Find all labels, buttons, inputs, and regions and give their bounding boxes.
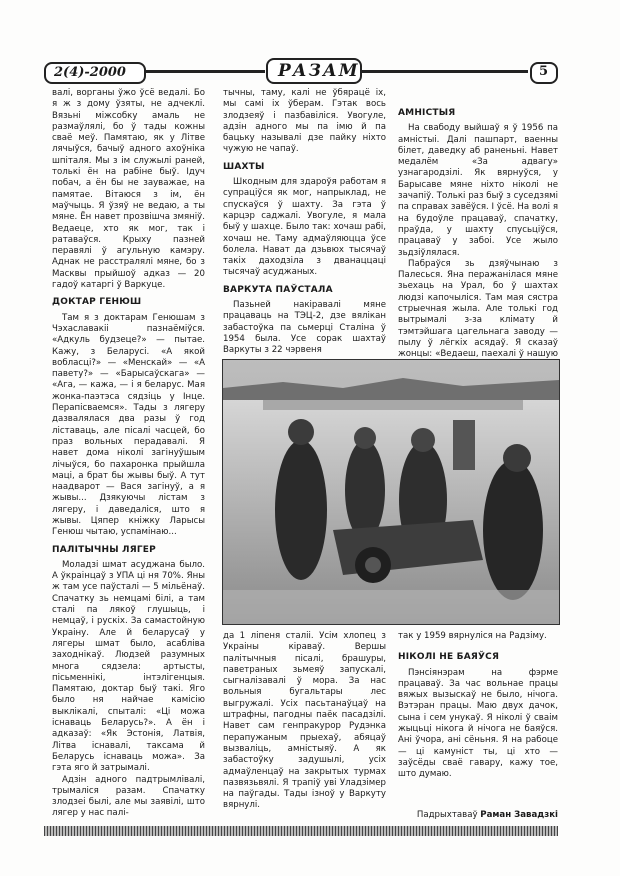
bottom-column-2: [223, 631, 386, 811]
issue-box: [44, 62, 146, 84]
col3-bottom-section-text: Пэнсіянэрам на фэрме працаваў. За час вольнае працы вяжых вызыскаў не было, нічога. Вэтэран працы. Маю двух дачок, сына і сем унукаў. Я ніколі ў сваім жыцьці нікога й нічога не баяўся. Ані ўчора, ані сёньня. Я на рабоце — ці камуніст ты, ці хто — заўсёды сваё гавару, кажу тое, што думаю.: [398, 667, 558, 780]
heading-varkuta-paustala: ВАРКУТА ПАЎСТАЛА: [223, 284, 333, 295]
photo-miners: [222, 359, 560, 625]
col3-section1-text: На свабоду выйшаў я ў 1956 па амністыі. Далі пашпарт, ваенны білет, даведку аб раненьні. Навет медалём «За адвагу» узнагародзілі. Як вярнуўся, у Барысаве мяне ніхто ніколі не зачапіў. Толькі раз быў з суседзямі па справах завёўся. І ўсё. На волі я на будоўле працаваў, спачатку, праўда, у шахту спусьціўся, працаваў у забоі. Усе жыло зьдзіўлялася.: [398, 123, 558, 258]
masthead-box: [266, 58, 362, 84]
column-2: [223, 88, 386, 356]
heading-doktar-genyush: ДОКТАР ГЕНЮШ: [52, 297, 142, 308]
heading-shakhty: ШАХТЫ: [223, 161, 265, 172]
bottom-column-3: [398, 631, 558, 801]
col1-section2-text: Моладзі шмат асуджана было. А ўкраінцаў з УПА ці ня 70%. Яны ж там усе паўсталі — 5 мільёнаў. Спачатку зь немцамі білі, а там сталі па лякоў глушыць, і немцаў, і рускіх. За самастойную Украіну. Але й беларусаў у лягеры шмат было, асабліва заходнікаў. Людзей разумных многа сядзела: артысты, пісьменнікі, інтэлігенцыя. Памятаю, доктар быў такі. Яго было ня найчае камісію выклікалі, спыталі: «Ці можа існаваць Беларусь?». А ён і адказаў: «Як Эстонія, Латвія, Літва існавалі, таксама й Беларусь існаваць можа». За гэта яго й затрымалі.: [52, 559, 205, 774]
heading-amnistyya: АМНІСТЫЯ: [398, 108, 456, 118]
header-rule-left: [145, 70, 265, 73]
col3-bottom-text: так у 1959 вярнуліся на Радзіму.: [398, 631, 547, 641]
byline-prefix: Падрыхтаваў: [416, 810, 478, 820]
byline-name: Раман Завадзкі: [480, 810, 558, 820]
issue-number: 2(4)-2000: [54, 65, 126, 80]
masthead: РАЗАМ: [278, 61, 360, 81]
col2-intro: тычны, таму, калі не ўбярацё іх, мы самі іх ўберам. Гэтак вось злодзеяў і пазбавіліся. Увогуле, адзін адного мы па імю й па бацьку называлі дзе пайку ніхто чужую не чапаў.: [223, 88, 386, 155]
byline: [398, 810, 558, 820]
col1-section1-text: Там я з доктарам Генюшам з Чэхаславакіі пазнаёміўся. «Адкуль будзеце?» — пытае. Кажу, з Беларусі. «А якой вобласці?» — «Менскай» — «А павету?» — «Барысаўскага» — «Ага, — кажа, — і я беларус. Мая жонка-паэтэса сядзіць у Інце. Перапісваемся». Тады з лягеру дазвалялася два разы ў год ліставаць, але пісалі часцей, бо праз вольных перадавалі. Я навет дома ніколі загінуўшым лічыўся, бо пахаронка прыйшла маці, а брат бы жывы быў. А тут наадварот — Вася загінуў, а я жывы... Дзякуючы лістам з лягеру, і даведаліся, што я жывы. Цяпер кніжку Ларысы Генюш чытаю, успамінаю...: [52, 312, 205, 538]
header-rule-right: [360, 70, 528, 73]
page-number: 5: [539, 64, 549, 79]
col1-section2-text2: Адзін адного падтрымлівалі, трымаліся разам. Спачатку злодзеі былі, але мы заявілі, што лягер у нас палі-: [52, 774, 205, 819]
heading-palitychny-lyager: ПАЛІТЫЧНЫ ЛЯГЕР: [52, 544, 156, 555]
col1-intro: валі, ворганы ўжо ўсё ведалі. Бо я ж з дому ўзяты, не адчеклі. Вязьні міжсобку амаль не размаўлялі, бо ў тады кожны сваё меў. Памятаю, як у Літве лячыўся, бачыў адного ахоўніка шпіталя. Мы з ім служылі раней, толькі ён на рабіне быў. Ідуч побач, а ён бы не зауважае, на памятае. Вітаюся з ім, ён маўчыць. Я ўзяў не ведаю, а ты мяне. Ён навет прозвішча змяніў. Ведаеце, хто як мог, так і ратаваўся. Крыху пазней перавялі ў агульную камэру. Аднак не расстралялі мяне, бо з Масквы прыйшоў адказ — 20 гадоў катаргі ў Варкуце.: [52, 88, 205, 291]
heading-nikoli-ne-bayausya: НІКОЛІ НЕ БАЯЎСЯ: [398, 652, 500, 663]
col2-section2-text: Пазьней накіравалі мяне працаваць на ТЭЦ-2, дзе вялікан забастоўка па сьмерці Сталіна ў 1954 была. Усе сорак шахтаў Варкуты з 22 чэрвеня: [223, 300, 386, 356]
col3-section1-text2: Пабраўся зь дзяўчынаю з Палесься. Яна перажанілася мяне зьехаць на Урал, бо ў шахтах людзі капочыліся. Там мая сястра стрыечная жыла. Але толькі год вытрымалі з-за клімату й тэмтэйшага цагельнага заводу — пылу ў лёгкіх асядаў. Я сказаў жонцы: «Ведаеш, паехалі ў нашую: [398, 258, 558, 360]
column-1: [52, 88, 205, 819]
col2-section1-text: Шкодным для здароўя работам я супраціўся як мог, напрыклад, не спускаўся ў шахту. За гэта ў карцэр саджалі. Увогуле, я мала быў у шахце. Было так: хочаш рабі, хочаш не. Таму адмаўляюцца ўсе болела. Нават да дзьвюх тысячаў такіх даходзіла з дванаццаці тысячаў асуджаных.: [223, 177, 386, 278]
photo-illustration: [223, 360, 559, 624]
footer-rule: [44, 826, 558, 836]
column-3: [398, 108, 558, 360]
col2-bottom-text: да 1 ліпеня сталіі. Усім хлопец з Украіны кіраваў. Вершы палітычныя пісалі, брашуры, паветраных зьмеяў запускалі, сыгналізавалі ў мора. За нас вольныя бугальтары лес выгружалі. Усіх пасьтанаўцаў на штрафны, пагодны паёк пасадзілі. Навет сам генпракурор Рудэнка перапужаным прыехаў, абяцаў вызваліць, амністыяў. А як забастоўку задушылі, усіх адмаўленцаў на закрытых турмах пазвязьвялі. Я трапіў уві Уладзімер на паўгады. Тады ізноў у Варкуту вярнулі.: [223, 631, 386, 811]
page-number-box: [530, 62, 558, 84]
